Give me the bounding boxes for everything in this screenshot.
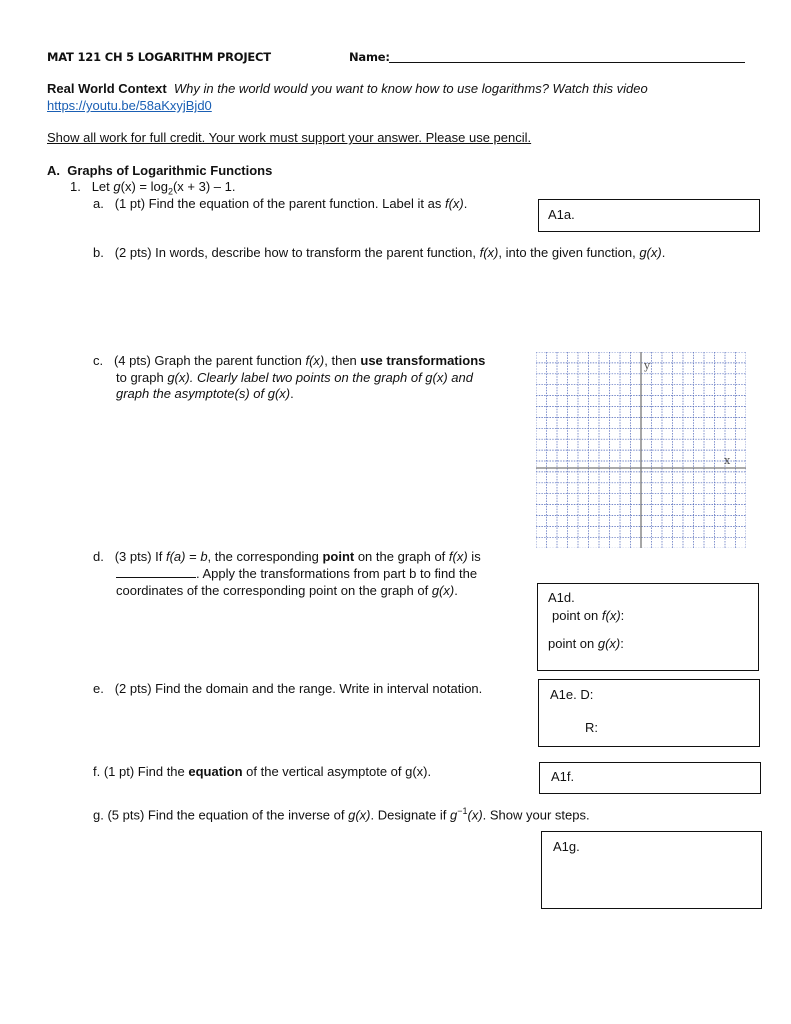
section-title: Graphs of Logarithmic Functions	[67, 163, 273, 178]
part-a-text: a. (1 pt) Find the equation of the parent function. Label it as f(x).	[93, 196, 468, 211]
part-c-line2: to graph g(x). Clearly label two points on the graph of g(x) and	[116, 370, 473, 385]
part-d-line3: coordinates of the corresponding point on the graph of g(x).	[116, 583, 458, 598]
part-e-text: e. (2 pts) Find the domain and the range. Write in interval notation.	[93, 681, 483, 696]
part-d-blank[interactable]	[116, 566, 196, 578]
instructions: Show all work for full credit. Your work must support your answer. Please use pencil.	[47, 130, 532, 145]
part-b-text: b. (2 pts) In words, describe how to transform the parent function, f(x), into the given function, g(x).	[93, 245, 666, 260]
answer-label-a1a: A1a.	[548, 207, 575, 222]
y-axis-label: y	[644, 359, 651, 372]
context-line	[47, 81, 648, 96]
answer-label-a1d: A1d.	[548, 590, 575, 605]
coordinate-grid[interactable]	[536, 352, 746, 548]
section-letter: A.	[47, 163, 60, 178]
answer-box-a1g[interactable]	[541, 831, 762, 909]
part-g-text: g. (5 pts) Find the equation of the inverse of g(x). Designate if $g^{-1}(x)$. Show your steps.	[93, 806, 590, 823]
part-c-line1: c. (4 pts) Graph the parent function f(x), then use transformations	[93, 353, 486, 368]
part-f-text: f. (1 pt) Find the equation of the vertical asymptote of g(x).	[93, 764, 432, 779]
answer-label-a1e: A1e. D:	[550, 687, 594, 702]
answer-label-a1g: A1g.	[553, 839, 580, 854]
answer-label-a1f: A1f.	[551, 769, 575, 784]
section-heading	[47, 163, 272, 178]
answer-box-a1a[interactable]	[538, 199, 760, 232]
part-c-line3: graph the asymptote(s) of g(x).	[116, 386, 294, 401]
name-label: Name:	[349, 50, 390, 64]
answer-box-a1d[interactable]	[537, 583, 759, 671]
course-title: MAT 121 CH 5 LOGARITHM PROJECT	[47, 50, 271, 64]
part-d-line1: d. (3 pts) If f(a) = b, the corresponding point on the graph of f(x) is	[93, 549, 481, 564]
name-field-line[interactable]	[389, 62, 745, 63]
answer-box-a1f[interactable]	[539, 762, 761, 794]
video-link[interactable]: https://youtu.be/58aKxyjBjd0	[47, 98, 212, 113]
context-title: Real World Context	[47, 81, 167, 96]
problem-1: 1. Let $g(x) = \log_2(x + 3) - 1$.	[70, 179, 236, 197]
part-d-line2: . Apply the transformations from part b to find the	[116, 566, 477, 581]
answer-box-a1e[interactable]	[538, 679, 760, 747]
point-on-f-label: point on f(x):	[552, 608, 625, 623]
x-axis-label: x	[724, 454, 731, 467]
problem-number: 1.	[70, 179, 81, 194]
point-on-g-label: point on g(x):	[548, 636, 624, 651]
range-label: R:	[585, 720, 598, 735]
context-question: Why in the world would you want to know how to use logarithms? Watch this video	[173, 81, 648, 96]
